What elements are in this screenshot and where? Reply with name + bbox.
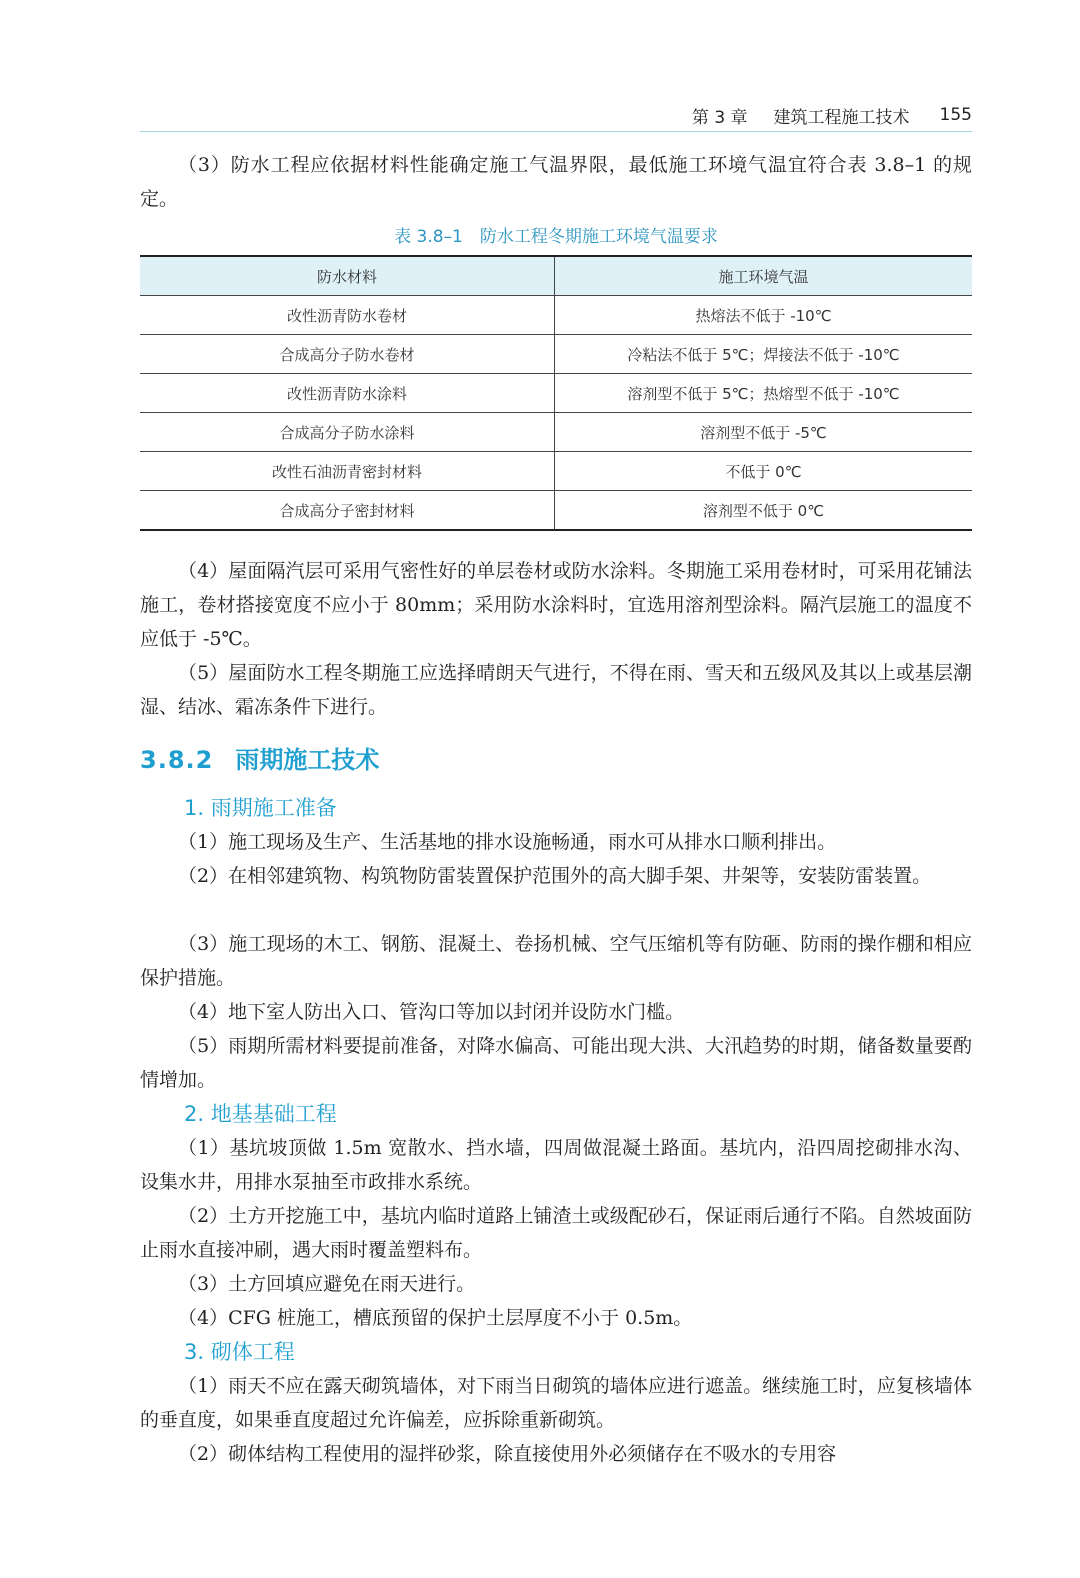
sub2-paragraph-2: （2）土方开挖施工中，基坑内临时道路上铺渣土或级配砂石，保证雨后通行不陷。自然坡面防止雨水直接冲刷，遇大雨时覆盖塑料布。 <box>140 1205 972 1261</box>
table-header-row <box>140 256 972 296</box>
sub1-paragraph-1: （1）施工现场及生产、生活基地的排水设施畅通，雨水可从排水口顺利排出。 <box>178 831 837 853</box>
subheading-2: 2. 地基基础工程 <box>184 1102 337 1126</box>
sub1-paragraph-2: （2）在相邻建筑物、构筑物防雷装置保护范围外的高大脚手架、井架等，安装防雷装置。 <box>178 865 932 887</box>
section-heading <box>140 740 379 775</box>
table-cell-material: 改性石油沥青密封材料 <box>140 452 555 491</box>
table-header-material: 防水材料 <box>140 256 555 296</box>
section-number: 3.8.2 <box>140 746 214 774</box>
sub2-paragraph-3: （3）土方回填应避免在雨天进行。 <box>178 1273 476 1295</box>
table-cell-material: 改性沥青防水卷材 <box>140 296 555 335</box>
table-row <box>140 296 972 335</box>
table-row <box>140 374 972 413</box>
table-cell-material: 合成高分子防水涂料 <box>140 413 555 452</box>
table-caption: 表 3.8–1 防水工程冬期施工环境气温要求 <box>394 227 718 247</box>
table-row <box>140 491 972 531</box>
table-cell-material: 改性沥青防水涂料 <box>140 374 555 413</box>
running-header <box>140 100 972 130</box>
paragraph-5: （5）屋面防水工程冬期施工应选择晴朗天气进行，不得在雨、雪天和五级风及其以上或基层潮湿、结冰、霜冻条件下进行。 <box>140 662 972 718</box>
page-number: 155 <box>939 105 972 125</box>
sub3-paragraph-2: （2）砌体结构工程使用的湿拌砂浆，除直接使用外必须储存在不吸水的专用容 <box>178 1443 837 1465</box>
table-cell-temperature: 溶剂型不低于 -5℃ <box>555 413 973 452</box>
paragraph-4: （4）屋面隔汽层可采用气密性好的单层卷材或防水涂料。冬期施工采用卷材时，可采用花铺法施工，卷材搭接宽度不应小于 80mm；采用防水涂料时，宜选用溶剂型涂料。隔汽层施工的温度不应低于 -5℃。 <box>140 560 972 650</box>
table-cell-material: 合成高分子防水卷材 <box>140 335 555 374</box>
table-cell-temperature: 不低于 0℃ <box>555 452 973 491</box>
table-cell-material: 合成高分子密封材料 <box>140 491 555 531</box>
sub2-paragraph-1: （1）基坑坡顶做 1.5m 宽散水、挡水墙，四周做混凝土路面。基坑内，沿四周挖砌排水沟、设集水井，用排水泵抽至市政排水系统。 <box>140 1137 972 1193</box>
subheading-1: 1. 雨期施工准备 <box>184 796 337 820</box>
sub2-paragraph-4: （4）CFG 桩施工，槽底预留的保护土层厚度不小于 0.5m。 <box>178 1307 693 1329</box>
table-row <box>140 452 972 491</box>
table-row <box>140 413 972 452</box>
intro-paragraph: （3）防水工程应依据材料性能确定施工气温界限，最低施工环境气温宜符合表 3.8–1 的规定。 <box>140 154 972 210</box>
book-title: 建筑工程施工技术 <box>773 107 910 128</box>
subheading-3: 3. 砌体工程 <box>184 1340 295 1364</box>
sub1-paragraph-4: （4）地下室人防出入口、管沟口等加以封闭并设防水门槛。 <box>178 1001 685 1023</box>
sub3-paragraph-1: （1）雨天不应在露天砌筑墙体，对下雨当日砌筑的墙体应进行遮盖。继续施工时，应复核墙体的垂直度，如果垂直度超过允许偏差，应拆除重新砌筑。 <box>140 1375 972 1431</box>
table-cell-temperature: 溶剂型不低于 0℃ <box>555 491 973 531</box>
sub1-paragraph-5: （5）雨期所需材料要提前准备，对降水偏高、可能出现大洪、大汛趋势的时期，储备数量要酌情增加。 <box>140 1035 972 1091</box>
header-rule <box>140 131 972 132</box>
table-cell-temperature: 冷粘法不低于 5℃；焊接法不低于 -10℃ <box>555 335 973 374</box>
sub1-paragraph-3: （3）施工现场的木工、钢筋、混凝土、卷扬机械、空气压缩机等有防砸、防雨的操作棚和相应保护措施。 <box>140 933 972 989</box>
temperature-table <box>140 255 972 531</box>
table-row <box>140 335 972 374</box>
table-header-temperature: 施工环境气温 <box>555 256 973 296</box>
table-cell-temperature: 热熔法不低于 -10℃ <box>555 296 973 335</box>
section-title: 雨期施工技术 <box>235 746 380 774</box>
chapter-label: 第 3 章 <box>691 107 748 128</box>
table-cell-temperature: 溶剂型不低于 5℃；热熔型不低于 -10℃ <box>555 374 973 413</box>
